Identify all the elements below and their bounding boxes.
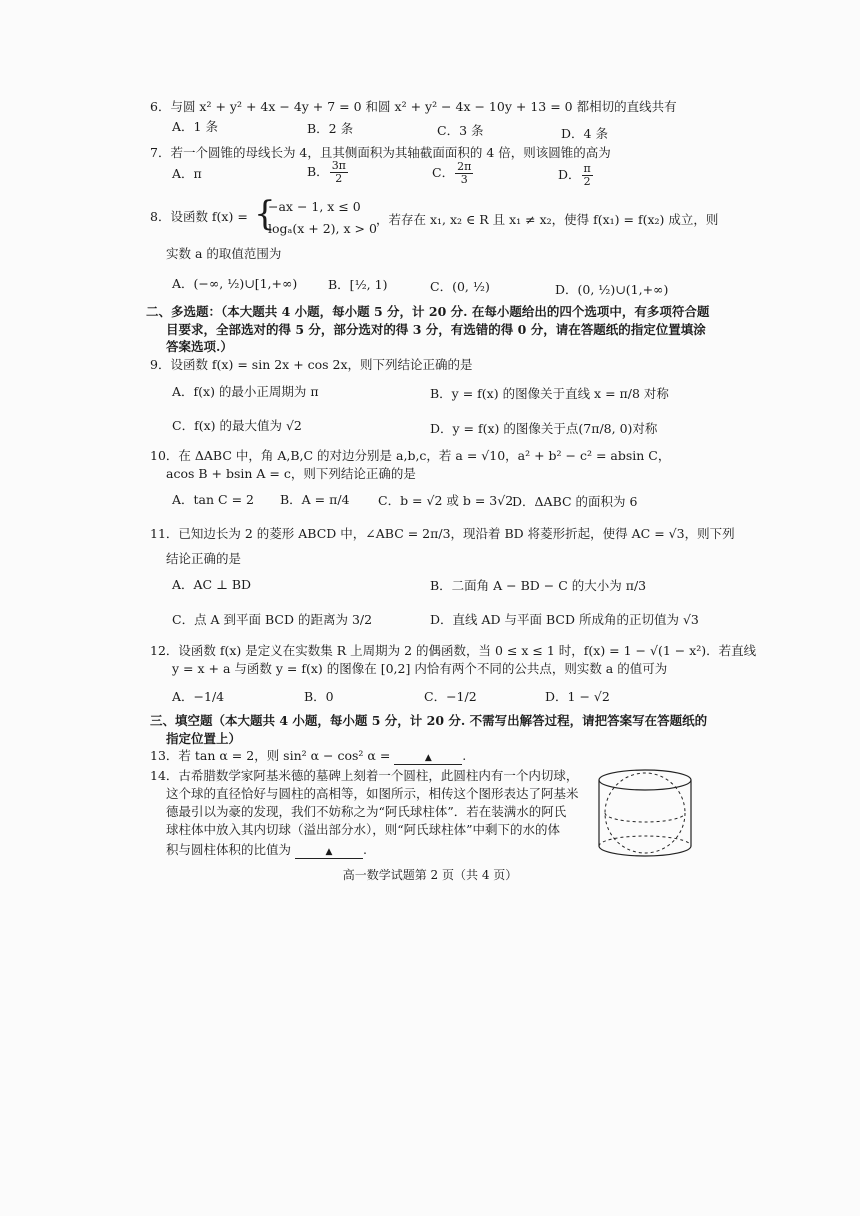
q12-stem-1: 12．设函数 f(x) 是定义在实数集 R 上周期为 2 的偶函数，当 0 ≤ x ≤ 1 时，f(x) = 1 − √(1 − x²)．若直线 — [150, 643, 757, 658]
q11-stem-2: 结论正确的是 — [166, 551, 242, 566]
q12-option-a: A．−1/4 — [172, 689, 225, 704]
q6-option-c: C．3 条 — [437, 123, 484, 138]
page-footer: 高一数学试题第 2 页（共 4 页） — [342, 868, 518, 882]
q9-option-c: C．f(x) 的最大值为 √2 — [172, 418, 302, 433]
q7-stem: 7．若一个圆锥的母线长为 4，且其侧面积为其轴截面面积的 4 倍，则该圆锥的高为 — [150, 145, 611, 160]
q7-option-b: B． $\frac{3\pi}{2}$ — [307, 159, 346, 185]
q8-line-2: 实数 a 的取值范围为 — [166, 246, 282, 261]
q10-option-d: D．ΔABC 的面积为 6 — [512, 494, 638, 509]
q11-option-d: D．直线 AD 与平面 BCD 所成角的正切值为 √3 — [430, 612, 699, 627]
q14-line-4: 球柱体中放入其内切球（溢出部分水），则“阿氏球柱体”中剩下的水的体 — [166, 822, 561, 837]
cylinder-bottom-front — [599, 846, 691, 856]
q6-option-a: A．1 条 — [172, 119, 218, 134]
q13-stem: 13．若 tan α = 2，则 sin² α − cos² α = ▲ . — [150, 748, 467, 763]
q10-option-c: C．b = √2 或 b = 3√2 — [378, 493, 514, 508]
q7-option-a: A．π — [172, 166, 202, 181]
q9-option-b: B．y = f(x) 的图像关于直线 x = π/8 对称 — [430, 386, 669, 401]
q11-option-a: A．AC ⊥ BD — [172, 577, 252, 592]
q10-stem-2: acos B + bsin A = c，则下列结论正确的是 — [166, 466, 416, 481]
q8-option-b: B．[½, 1) — [328, 277, 388, 292]
q6-option-d: D．4 条 — [561, 126, 608, 141]
sphere-equator — [605, 813, 685, 822]
section-3-line-1: 三、填空题（本大题共 4 小题，每小题 5 分，计 20 分. 不需写出解答过程，请把答案写在答题纸的 — [150, 713, 708, 728]
q10-option-b: B．A = π/4 — [280, 492, 350, 507]
q7-option-c: C． $\frac{2\pi}{3}$ — [432, 160, 472, 186]
q14-answer-blank: ▲ — [295, 846, 363, 859]
q9-option-a: A．f(x) 的最小正周期为 π — [172, 384, 319, 399]
q8-prefix: 8．设函数 f(x) = — [150, 209, 248, 224]
section-2-line-1: 二、多选题：（本大题共 4 小题，每小题 5 分，计 20 分. 在每小题给出的四个选项中，有多项符合题 — [146, 304, 710, 319]
q11-option-c: C．点 A 到平面 BCD 的距离为 3/2 — [172, 612, 373, 627]
q8-condition: ，若存在 x₁, x₂ ∈ R 且 x₁ ≠ x₂，使得 f(x₁) = f(x₂) 成立，则 — [376, 212, 719, 227]
q8-case-1: −ax − 1, x ≤ 0 — [268, 199, 361, 214]
q8-option-c: C．(0, ½) — [430, 279, 490, 294]
q9-option-d: D．y = f(x) 的图像关于点(7π/8, 0)对称 — [430, 421, 658, 436]
q9-stem: 9．设函数 f(x) = sin 2x + cos 2x，则下列结论正确的是 — [150, 357, 473, 372]
q11-stem-1: 11．已知边长为 2 的菱形 ABCD 中，∠ABC = 2π/3，现沿着 BD 将菱形折起，使得 AC = √3，则下列 — [150, 526, 735, 541]
q6-option-b: B．2 条 — [307, 121, 354, 136]
q12-option-c: C．−1/2 — [424, 689, 477, 704]
q13-answer-blank: ▲ — [394, 752, 462, 765]
section-3-line-2: 指定位置上） — [166, 731, 242, 746]
section-2-line-2: 目要求，全部选对的得 5 分，部分选对的得 3 分，有选错的得 0 分，请在答题纸的指定位置填涂 — [166, 322, 706, 337]
q14-line-2: 这个球的直径恰好与圆柱的高相等，如图所示，相传这个图形表达了阿基米 — [166, 786, 579, 801]
q7-option-d: D． $\frac{\pi}{2}$ — [558, 162, 591, 188]
inscribed-sphere — [605, 773, 685, 853]
q12-stem-2: y = x + a 与函数 y = f(x) 的图像在 [0,2] 内恰有两个不同的公共点，则实数 a 的值可为 — [172, 661, 668, 676]
q14-line-5: 积与圆柱体积的比值为 ▲ . — [166, 842, 367, 857]
section-2-line-3: 答案选项.） — [166, 339, 233, 354]
q8-case-2: logₐ(x + 2), x > 0 — [268, 221, 377, 236]
q14-line-1: 14．古希腊数学家阿基米德的墓碑上刻着一个圆柱，此圆柱内有一个内切球， — [150, 768, 579, 783]
cylinder-sphere-figure — [590, 764, 700, 864]
q10-option-a: A．tan C = 2 — [172, 492, 254, 507]
q8-option-d: D．(0, ½)∪(1,+∞) — [555, 282, 669, 297]
q8-brace: { — [254, 194, 276, 234]
q12-option-b: B．0 — [304, 689, 334, 704]
q12-option-d: D．1 − √2 — [545, 689, 610, 704]
q8-option-a: A．(−∞, ½)∪[1,+∞) — [172, 276, 298, 291]
q14-line-3: 德最引以为豪的发现，我们不妨称之为“阿氏球柱体”．若在装满水的阿氏 — [166, 804, 567, 819]
q10-stem-1: 10．在 ΔABC 中，角 A,B,C 的对边分别是 a,b,c，若 a = √10，a² + b² − c² = absin C， — [150, 448, 671, 463]
q6-stem: 6．与圆 x² + y² + 4x − 4y + 7 = 0 和圆 x² + y² − 4x − 10y + 13 = 0 都相切的直线共有 — [150, 99, 677, 114]
q11-option-b: B．二面角 A − BD − C 的大小为 π/3 — [430, 578, 647, 593]
